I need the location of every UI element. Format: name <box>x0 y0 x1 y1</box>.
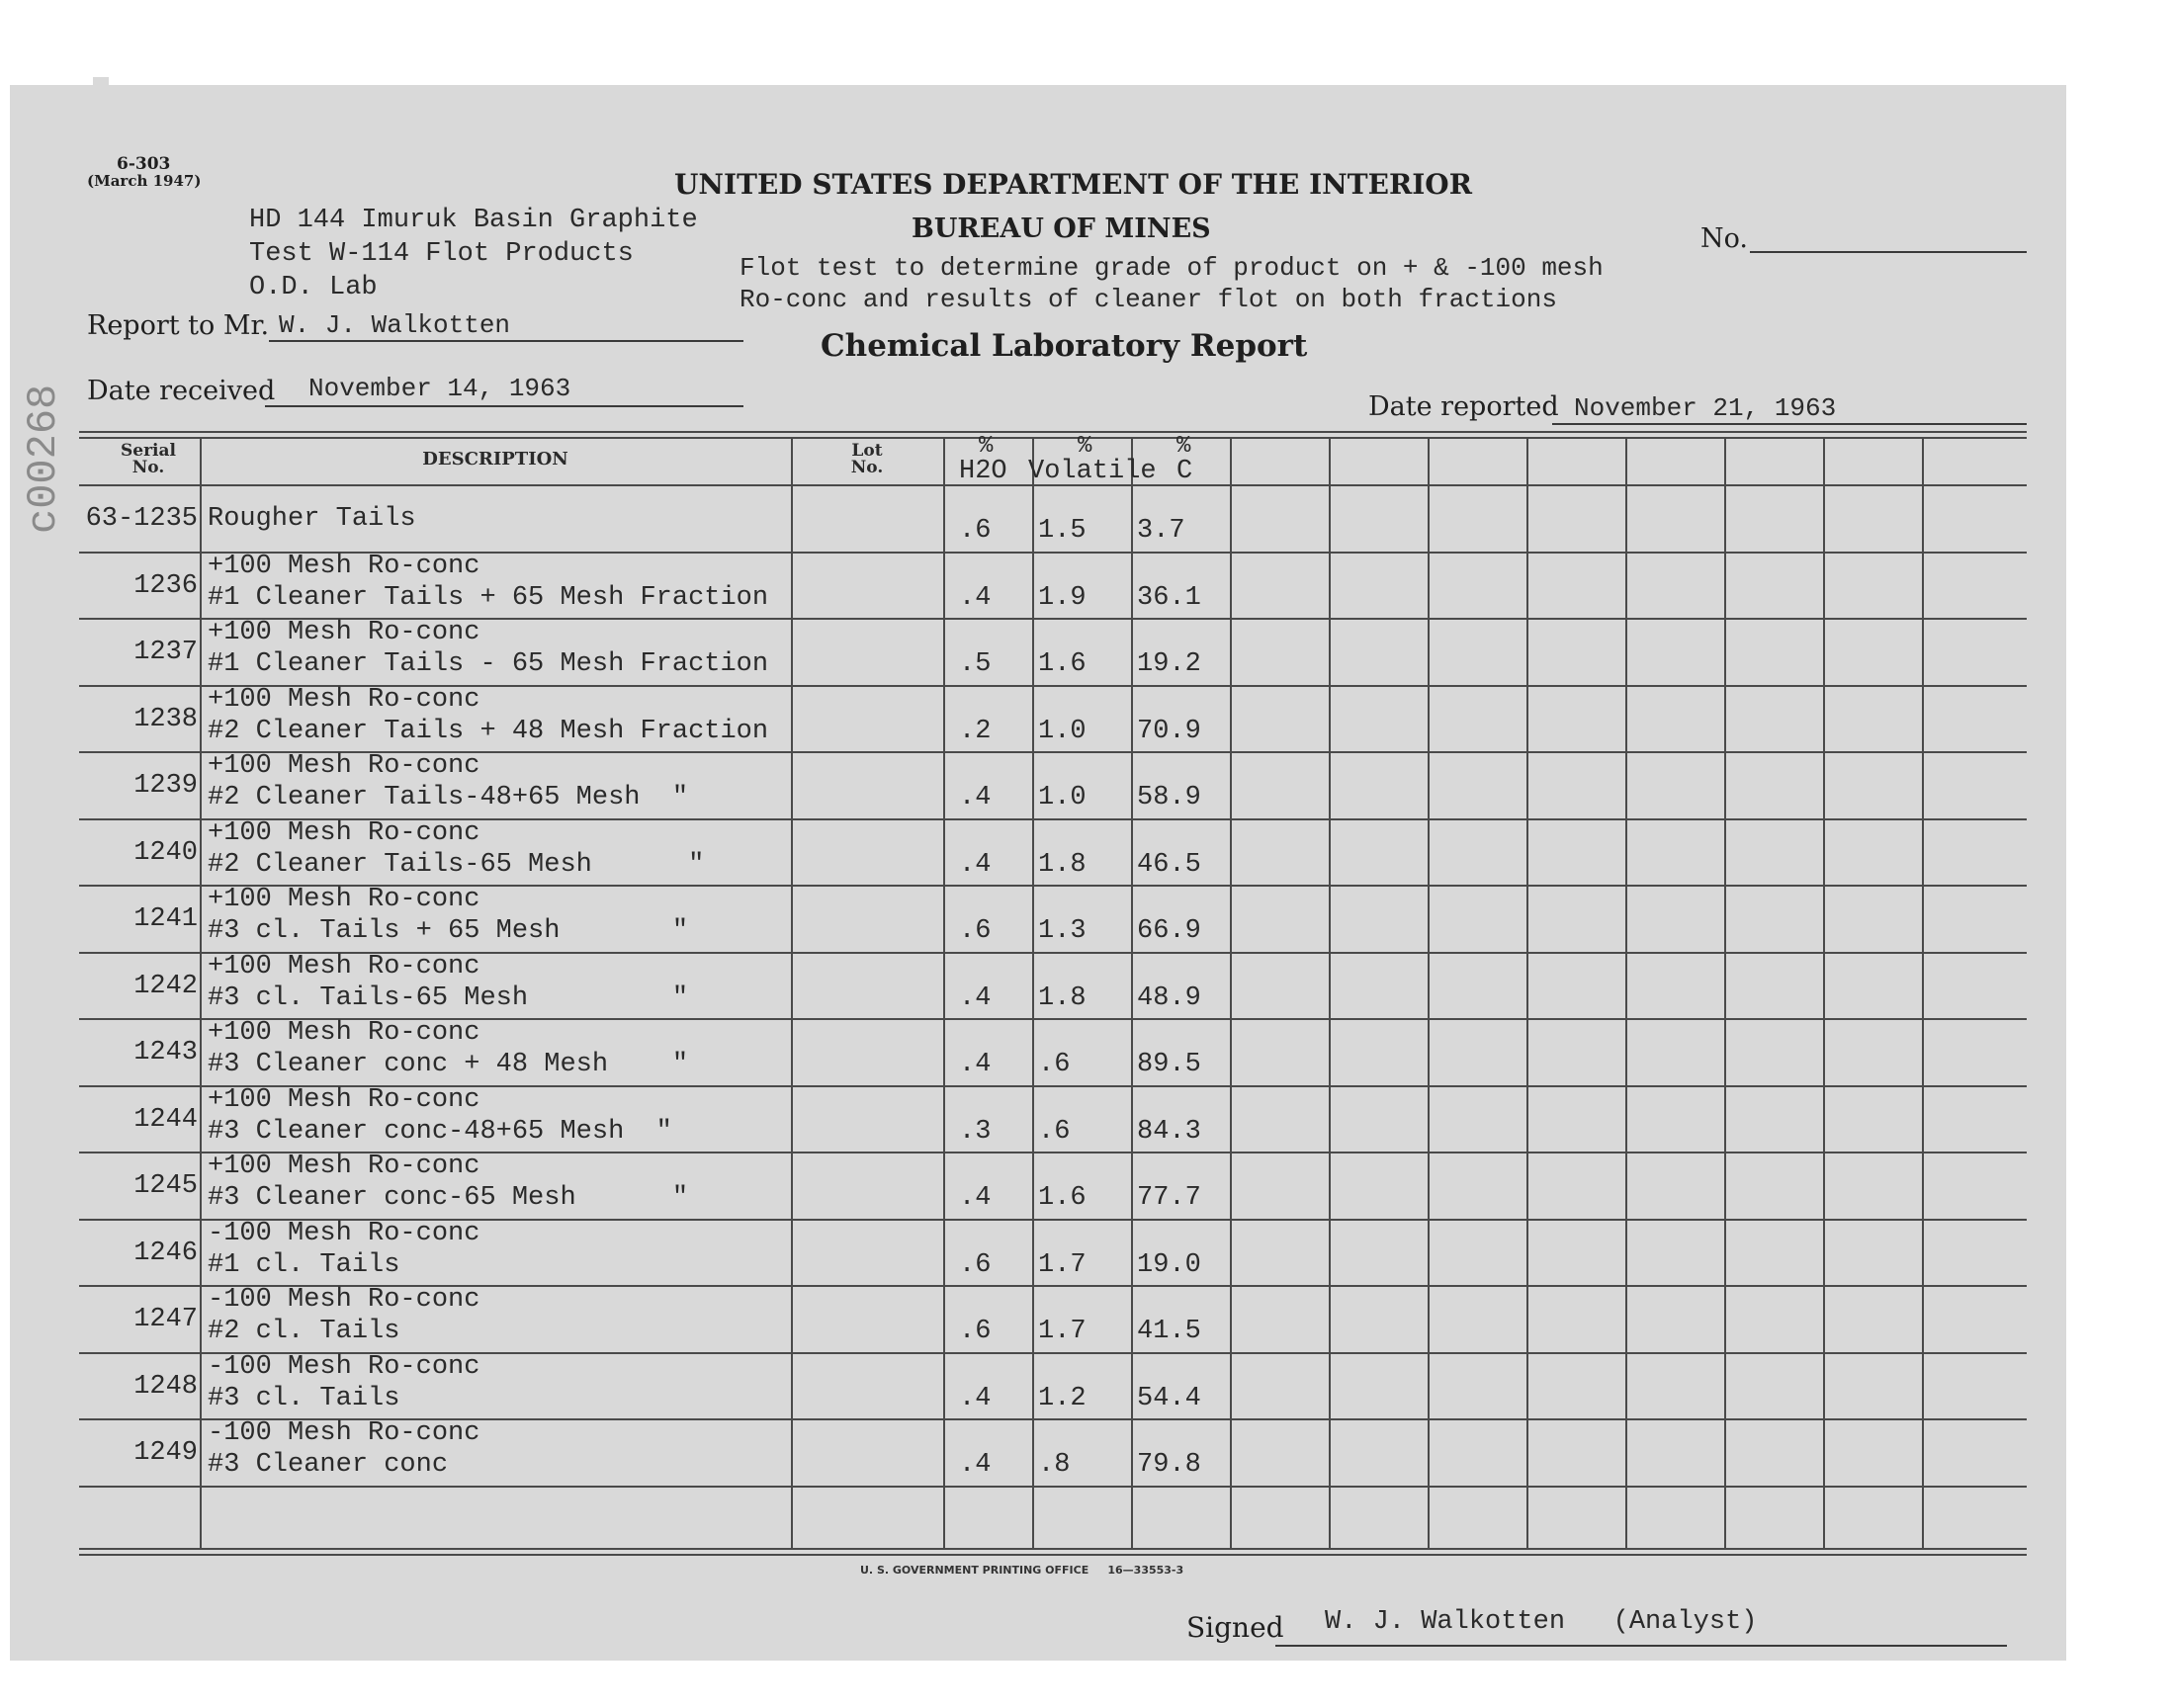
cell-description-line-2: Rougher Tails <box>208 504 416 534</box>
cell-serial: 1244 <box>133 1104 198 1135</box>
signed-line <box>1275 1645 2007 1647</box>
cell-description-line-1: -100 Mesh Ro-conc <box>208 1351 480 1382</box>
cell-volatile: 1.7 <box>1038 1249 1087 1280</box>
header-c: C <box>1176 457 1193 486</box>
header-h2o: H2O <box>959 457 1007 486</box>
cell-volatile: 1.6 <box>1038 649 1087 679</box>
cell-description-line-2: #3 cl. Tails + 65 Mesh " <box>208 916 689 946</box>
col-blank-divider-3 <box>1526 437 1528 1548</box>
bureau-title: BUREAU OF MINES <box>912 214 1211 244</box>
report-to-label: Report to Mr. <box>87 310 270 341</box>
col-blank-divider-2 <box>1428 437 1430 1548</box>
table-top-rule-2 <box>79 437 2027 439</box>
cell-volatile: .8 <box>1038 1450 1071 1480</box>
table-bottom-rule <box>79 1548 2027 1550</box>
cell-carbon: 19.0 <box>1137 1249 1201 1280</box>
cell-carbon: 89.5 <box>1137 1050 1201 1079</box>
cell-description-line-1: +100 Mesh Ro-conc <box>208 1152 480 1181</box>
purpose-line-2: Ro-conc and results of cleaner flot on both fractions <box>740 285 1557 314</box>
col-lot-divider <box>943 437 945 1548</box>
cell-carbon: 48.9 <box>1137 982 1201 1013</box>
col-vol-divider <box>1131 437 1133 1548</box>
header-serial: Serial No. <box>121 441 176 477</box>
cell-volatile: 1.9 <box>1038 582 1087 613</box>
report-to-value: W. J. Walkotten <box>279 310 511 340</box>
cell-h2o: .6 <box>959 516 992 546</box>
cell-h2o: .4 <box>959 1183 992 1213</box>
cell-serial: 1241 <box>133 904 198 934</box>
cell-h2o: .4 <box>959 582 992 613</box>
table-bottom-rule-2 <box>79 1554 2027 1556</box>
cell-description-line-2: #3 Cleaner conc <box>208 1450 449 1480</box>
cell-serial: 1245 <box>133 1171 198 1201</box>
no-field-line <box>1750 251 2027 253</box>
col-blank-divider-6 <box>1823 437 1825 1548</box>
cell-carbon: 66.9 <box>1137 916 1201 946</box>
table-top-rule <box>79 431 2027 433</box>
cell-carbon: 77.7 <box>1137 1183 1201 1213</box>
date-reported-line <box>1552 423 2027 425</box>
cell-carbon: 41.5 <box>1137 1317 1201 1346</box>
cell-h2o: .4 <box>959 1050 992 1079</box>
printer-line: U. S. GOVERNMENT PRINTING OFFICE 16—33553-3 <box>860 1564 1184 1577</box>
col-blank-divider-1 <box>1329 437 1331 1548</box>
cell-volatile: 1.5 <box>1038 516 1087 546</box>
cell-h2o: .4 <box>959 1383 992 1413</box>
cell-serial: 1248 <box>133 1371 198 1402</box>
cell-volatile: .6 <box>1038 1050 1071 1079</box>
cell-h2o: .4 <box>959 982 992 1013</box>
cell-h2o: .6 <box>959 916 992 946</box>
cell-volatile: 1.6 <box>1038 1183 1087 1213</box>
cell-volatile: 1.8 <box>1038 849 1087 880</box>
project-line-3: O.D. Lab <box>249 273 378 302</box>
col-blank-divider-7 <box>1922 437 1924 1548</box>
cell-serial: 1240 <box>133 837 198 868</box>
cell-h2o: .2 <box>959 716 992 746</box>
header-c-pct: % <box>1176 433 1191 460</box>
cell-description-line-1: +100 Mesh Ro-conc <box>208 1084 480 1115</box>
cell-h2o: .5 <box>959 649 992 679</box>
cell-carbon: 36.1 <box>1137 582 1201 613</box>
header-h2o-pct: % <box>979 433 994 460</box>
cell-description-line-2: #3 Cleaner conc-48+65 Mesh " <box>208 1116 672 1147</box>
cell-description-line-2: #1 Cleaner Tails + 65 Mesh Fraction <box>208 582 769 613</box>
row-separator <box>79 1486 2027 1488</box>
col-desc-divider <box>791 437 793 1548</box>
date-reported-label: Date reported <box>1368 391 1559 422</box>
cell-description-line-1: -100 Mesh Ro-conc <box>208 1418 480 1448</box>
cell-description-line-2: #3 cl. Tails-65 Mesh " <box>208 982 689 1013</box>
cell-description-line-2: #1 Cleaner Tails - 65 Mesh Fraction <box>208 649 769 679</box>
cell-volatile: 1.8 <box>1038 982 1087 1013</box>
cell-h2o: .4 <box>959 1450 992 1480</box>
cell-description-line-1: -100 Mesh Ro-conc <box>208 1285 480 1315</box>
cell-description-line-2: #2 Cleaner Tails-48+65 Mesh " <box>208 783 689 812</box>
col-blank-divider-4 <box>1625 437 1627 1548</box>
cell-h2o: .6 <box>959 1317 992 1346</box>
cell-description-line-1: +100 Mesh Ro-conc <box>208 885 480 914</box>
cell-volatile: 1.2 <box>1038 1383 1087 1413</box>
cell-h2o: .3 <box>959 1116 992 1147</box>
signed-label: Signed <box>1186 1611 1284 1644</box>
sheet-corner <box>93 77 109 117</box>
cell-volatile: 1.0 <box>1038 783 1087 812</box>
cell-carbon: 84.3 <box>1137 1116 1201 1147</box>
cell-serial: 1237 <box>133 638 198 667</box>
no-label: No. <box>1700 223 1748 254</box>
cell-description-line-1: +100 Mesh Ro-conc <box>208 618 480 647</box>
report-title: Chemical Laboratory Report <box>821 328 1308 364</box>
cell-description-line-1: +100 Mesh Ro-conc <box>208 684 480 715</box>
cell-h2o: .4 <box>959 849 992 880</box>
cell-serial: 1239 <box>133 771 198 801</box>
cell-serial: 1242 <box>133 971 198 1001</box>
date-received-line <box>265 405 743 407</box>
col-h2o-divider <box>1032 437 1034 1548</box>
signed-value: W. J. Walkotten (Analyst) <box>1325 1607 1758 1637</box>
col-blank-divider-5 <box>1724 437 1726 1548</box>
cell-description-line-1: +100 Mesh Ro-conc <box>208 551 480 581</box>
cell-volatile: 1.3 <box>1038 916 1087 946</box>
cell-serial: 1249 <box>133 1438 198 1468</box>
date-received-label: Date received <box>87 376 276 406</box>
cell-carbon: 54.4 <box>1137 1383 1201 1413</box>
side-stamp: c00268 <box>20 384 67 534</box>
cell-description-line-2: #2 cl. Tails <box>208 1317 400 1346</box>
cell-description-line-1: +100 Mesh Ro-conc <box>208 951 480 982</box>
header-description: DESCRIPTION <box>422 449 568 470</box>
cell-volatile: .6 <box>1038 1116 1071 1147</box>
cell-description-line-2: #3 cl. Tails <box>208 1383 400 1413</box>
cell-serial: 1238 <box>133 704 198 734</box>
cell-carbon: 58.9 <box>1137 783 1201 812</box>
cell-volatile: 1.0 <box>1038 716 1087 746</box>
cell-h2o: .4 <box>959 783 992 812</box>
cell-carbon: 70.9 <box>1137 716 1201 746</box>
purpose-line-1: Flot test to determine grade of product on + & -100 mesh <box>740 253 1604 283</box>
header-volatile-pct: % <box>1078 433 1092 460</box>
header-volatile: Volatile <box>1028 457 1157 486</box>
cell-serial: 1236 <box>133 570 198 601</box>
cell-description-line-2: #2 Cleaner Tails + 48 Mesh Fraction <box>208 716 769 746</box>
project-line-1: HD 144 Imuruk Basin Graphite <box>249 206 698 235</box>
col-serial-divider <box>200 437 202 1548</box>
header-lot: Lot No. <box>850 441 884 477</box>
cell-description-line-2: #1 cl. Tails <box>208 1249 400 1280</box>
cell-description-line-1: -100 Mesh Ro-conc <box>208 1218 480 1248</box>
form-number: 6-303 <box>117 154 171 174</box>
cell-description-line-2: #3 Cleaner conc-65 Mesh " <box>208 1183 689 1213</box>
cell-description-line-2: #3 Cleaner conc + 48 Mesh " <box>208 1050 689 1079</box>
col-c-divider <box>1230 437 1232 1548</box>
cell-volatile: 1.7 <box>1038 1317 1087 1346</box>
cell-serial: 1246 <box>133 1238 198 1268</box>
date-reported-value: November 21, 1963 <box>1574 393 1837 423</box>
cell-carbon: 46.5 <box>1137 849 1201 880</box>
form-date: (March 1947) <box>87 172 202 190</box>
agency-title: UNITED STATES DEPARTMENT OF THE INTERIOR <box>674 168 1472 201</box>
cell-description-line-1: +100 Mesh Ro-conc <box>208 1018 480 1048</box>
date-received-value: November 14, 1963 <box>308 374 571 403</box>
cell-serial: 63-1235 <box>85 504 198 534</box>
cell-description-line-1: +100 Mesh Ro-conc <box>208 817 480 848</box>
cell-carbon: 79.8 <box>1137 1450 1201 1480</box>
project-line-2: Test W-114 Flot Products <box>249 239 634 269</box>
cell-carbon: 19.2 <box>1137 649 1201 679</box>
cell-carbon: 3.7 <box>1137 516 1185 546</box>
cell-h2o: .6 <box>959 1249 992 1280</box>
cell-serial: 1243 <box>133 1038 198 1068</box>
report-to-line <box>269 340 743 342</box>
cell-description-line-2: #2 Cleaner Tails-65 Mesh " <box>208 849 705 880</box>
cell-serial: 1247 <box>133 1305 198 1334</box>
cell-description-line-1: +100 Mesh Ro-conc <box>208 751 480 781</box>
